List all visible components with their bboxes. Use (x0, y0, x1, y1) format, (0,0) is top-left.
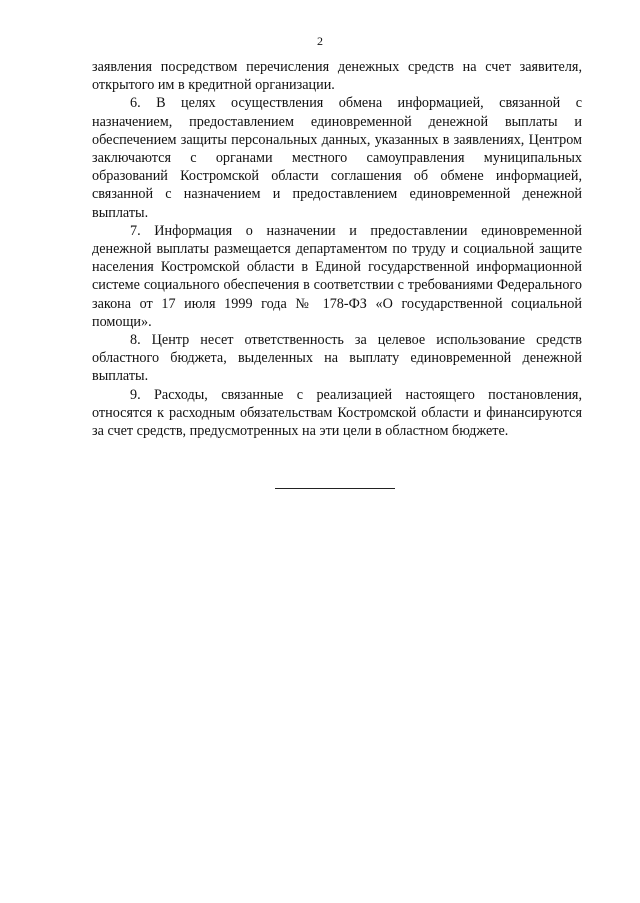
paragraph-item-6: 6. В целях осуществления обмена информацией, связанной с назначением, предоставлением единовременной денежной выплаты и обеспечением защиты персональных данных, указанных в заявлениях, Центром заключаются с органами местного самоуправления муниципальных образований Костромской области соглашения об обмене информацией, связанной с назначением и предоставлением единовременной денежной выплаты. (92, 95, 582, 221)
paragraph-continuation: заявления посредством перечисления денежных средств на счет заявителя, открытого им в кредитной организации. (92, 59, 582, 94)
paragraph-item-9: 9. Расходы, связанные с реализацией настоящего постановления, относятся к расходным обязательствам Костромской области и финансируются за счет средств, предусмотренных на эти цели в областном бюджете. (92, 386, 582, 440)
paragraph-item-7: 7. Информация о назначении и предоставлении единовременной денежной выплаты размещается департаментом по труду и социальной защите населения Костромской области в Единой государственной информационной системе социального обеспечения в соответствии с требованиями Федерального закона от 17 июля 1999 года № 178-ФЗ «О государственной социальной помощи». (92, 222, 582, 330)
document-body (92, 58, 582, 440)
end-of-document-rule (275, 488, 395, 489)
page-number: 2 (317, 34, 323, 48)
paragraph-item-8: 8. Центр несет ответственность за целевое использование средств областного бюджета, выделенных на выплату единовременной денежной выплаты. (92, 332, 582, 385)
